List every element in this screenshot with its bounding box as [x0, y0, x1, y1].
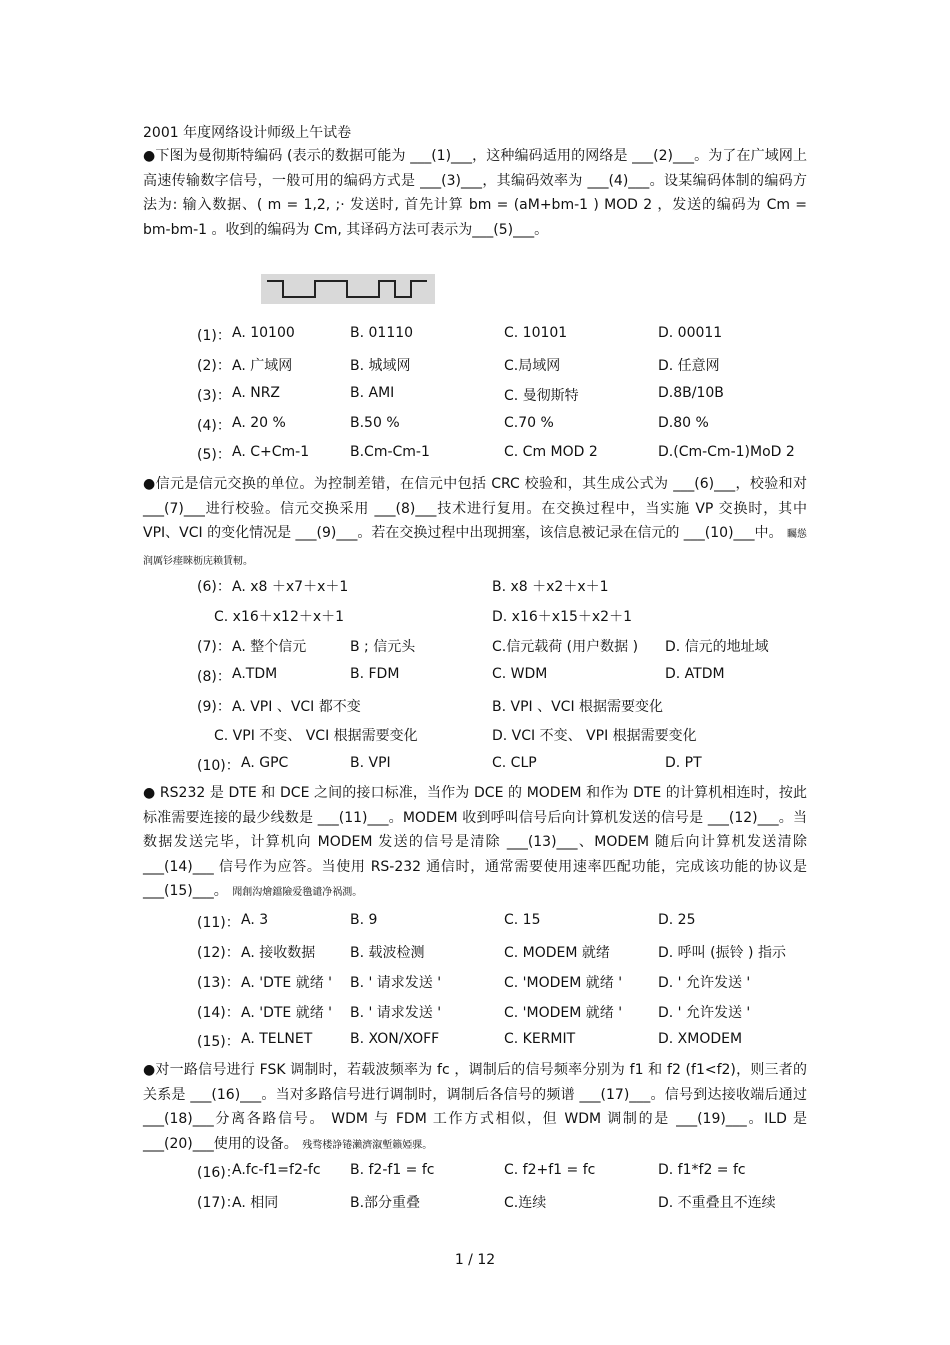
option-choice: C. KERMIT	[504, 1031, 576, 1047]
option-choice: C.70 %	[504, 415, 554, 431]
question-block-1	[143, 144, 807, 242]
option-choice: D. ' 允许发送 '	[658, 975, 751, 991]
option-number: (11)：	[197, 915, 240, 931]
option-choice: D. ATDM	[665, 666, 725, 682]
option-number: (7)：	[197, 639, 231, 655]
option-row	[0, 725, 950, 745]
option-choice: C.信元载荷 (用户数据 )	[492, 639, 639, 655]
option-number: (12)：	[197, 945, 240, 961]
option-choice: B. VPI	[350, 755, 391, 771]
option-number: (8)：	[197, 669, 231, 685]
option-row	[0, 444, 950, 464]
option-choice: B. 01110	[350, 325, 414, 341]
option-row	[0, 1162, 950, 1182]
option-number: (16)：	[197, 1165, 240, 1181]
option-choice: C. VPI 不变、 VCI 根据需要变化	[214, 728, 418, 744]
option-row	[0, 576, 950, 596]
option-number: (14)：	[197, 1005, 240, 1021]
option-choice: B. 9	[350, 912, 378, 928]
option-choice: B. VPI 、VCI 根据需要变化	[492, 699, 664, 715]
manchester-signal-figure	[261, 274, 435, 304]
option-row	[0, 696, 950, 716]
option-choice: D. VCI 不变、 VPI 根据需要变化	[492, 728, 697, 744]
option-choice: B ; 信元头	[350, 639, 416, 655]
option-row	[0, 636, 950, 656]
option-number: (4)：	[197, 418, 231, 434]
option-choice: D. XMODEM	[658, 1031, 743, 1047]
option-row	[0, 606, 950, 626]
option-choice: B.50 %	[350, 415, 400, 431]
option-choice: C. WDM	[492, 666, 548, 682]
question-text: ●下图为曼彻斯特编码 (表示的数据可能为 ___(1)___，这种编码适用的网络是 ___(2)___。为了在广域网上高速传输数字信号，一般可用的编码方式是 ___(3)___，其编码效率为 ___(4)___。设某编码体制的编码方法为: 输入数据、( m = 1,2, ;· 发送时, 首先计算 bm = (aM+bm-1 ) MOD 2 ，发送的编码为 Cm = bm-bm-1 。收到的编码为 Cm, 其译码方法可表示为___(5)___。	[143, 148, 807, 238]
option-choice: A.TDM	[232, 666, 278, 682]
option-number: (13)：	[197, 975, 240, 991]
option-choice: D.80 %	[658, 415, 709, 431]
option-row	[0, 325, 950, 345]
option-number: (5)：	[197, 447, 231, 463]
option-choice: D. 25	[658, 912, 696, 928]
option-choice: B. 城域网	[350, 358, 411, 374]
option-row	[0, 385, 950, 405]
option-choice: C. 15	[504, 912, 541, 928]
option-choice: A. TELNET	[241, 1031, 313, 1047]
option-choice: A.fc-f1=f2-fc	[232, 1162, 321, 1178]
option-choice: A. x8 ＋x7＋x＋1	[232, 579, 349, 595]
option-row	[0, 415, 950, 435]
option-choice: A. 3	[241, 912, 269, 928]
option-choice: D. x16＋x15＋x2＋1	[492, 609, 632, 625]
option-choice: A. NRZ	[232, 385, 281, 401]
option-choice: A. 接收数据	[241, 945, 316, 961]
option-row	[0, 1192, 950, 1212]
option-choice: C. x16＋x12＋x＋1	[214, 609, 345, 625]
option-choice: D. PT	[665, 755, 702, 771]
option-number: (1)：	[197, 328, 231, 344]
option-number: (3)：	[197, 388, 231, 404]
option-choice: C.局域网	[504, 358, 561, 374]
option-number: (2)：	[197, 358, 231, 374]
option-choice: A. 'DTE 就绪 '	[241, 1005, 333, 1021]
option-choice: C. MODEM 就绪	[504, 945, 610, 961]
garbled-watermark-text: 残骛楼諍锩瀨濟溆塹籟婭骒。	[302, 1139, 433, 1151]
option-choice: A. 10100	[232, 325, 295, 341]
option-row	[0, 1031, 950, 1051]
option-choice: A. 20 %	[232, 415, 286, 431]
option-choice: B.部分重叠	[350, 1195, 421, 1211]
option-choice: A. 相同	[232, 1195, 279, 1211]
option-choice: D. 不重叠且不连续	[658, 1195, 776, 1211]
option-choice: B. XON/XOFF	[350, 1031, 440, 1047]
option-choice: A. 广域网	[232, 358, 293, 374]
option-choice: C. Cm MOD 2	[504, 444, 598, 460]
question-text: ●对一路信号进行 FSK 调制时，若载波频率为 fc ，调制后的信号频率分别为 f1 和 f2 (f1<f2)，则三者的关系是 ___(16)___。当对多路信号进行调制时，调制后各信号的频谱 ___(17)___。信号到达接收端后通过 ___(18)___分离各路信号。 WDM 与 FDM 工作方式相似，但 WDM 调制的是 ___(19)___。ILD 是 ___(20)___使用的设备。	[143, 1062, 807, 1152]
option-choice: C.连续	[504, 1195, 547, 1211]
option-choice: B. f2-f1 = fc	[350, 1162, 435, 1178]
question-text: ●信元是信元交换的单位。为控制差错，在信元中包括 CRC 校验和，其生成公式为 ___(6)___，校验和对 ___(7)___进行校验。信元交换采用 ___(8)___技术进行复用。在交换过程中，当实施 VP 交换时，其中 VPI、VCI 的变化情况是 ___(9)___。若在交换过程中出现拥塞，该信息被记录在信元的 ___(10)___中。	[143, 476, 807, 542]
option-choice: D. 00011	[658, 325, 723, 341]
option-choice: A. GPC	[241, 755, 289, 771]
question-block-3	[143, 781, 807, 906]
option-choice: A. 整个信元	[232, 639, 307, 655]
option-choice: D.8B/10B	[658, 385, 724, 401]
question-block-2	[143, 472, 807, 574]
option-choice: B. ' 请求发送 '	[350, 1005, 442, 1021]
option-row	[0, 942, 950, 962]
option-choice: B. x8 ＋x2＋x＋1	[492, 579, 609, 595]
garbled-watermark-text: 矚慫润厲钐瘗睞枥庑赖賃軔。	[143, 529, 808, 567]
option-row	[0, 755, 950, 775]
option-row	[0, 912, 950, 932]
option-choice: B.Cm-Cm-1	[350, 444, 430, 460]
option-choice: C. 'MODEM 就绪 '	[504, 975, 623, 991]
garbled-watermark-text: 聞創沟燴鐺險爱氇谴净祸測。	[232, 887, 363, 899]
option-choice: A. VPI 、VCI 都不变	[232, 699, 361, 715]
option-choice: D. f1*f2 = fc	[658, 1162, 746, 1178]
option-choice: D.(Cm-Cm-1)MoD 2	[658, 444, 795, 460]
option-number: (9)：	[197, 699, 231, 715]
exam-title: 2001 年度网络设计师级上午试卷	[143, 125, 352, 141]
option-choice: B. 载波检测	[350, 945, 425, 961]
question-block-4	[143, 1058, 807, 1158]
option-choice: B. ' 请求发送 '	[350, 975, 442, 991]
option-choice: C. 曼彻斯特	[504, 388, 579, 404]
option-choice: D. 信元的地址域	[665, 639, 769, 655]
option-choice: B. FDM	[350, 666, 400, 682]
option-number: (17)：	[197, 1195, 240, 1211]
option-number: (6)：	[197, 579, 231, 595]
option-choice: D. ' 允许发送 '	[658, 1005, 751, 1021]
option-choice: C. 'MODEM 就绪 '	[504, 1005, 623, 1021]
option-row	[0, 355, 950, 375]
option-choice: C. 10101	[504, 325, 568, 341]
option-row	[0, 972, 950, 992]
option-number: (10)：	[197, 758, 240, 774]
option-choice: C. CLP	[492, 755, 537, 771]
option-choice: C. f2+f1 = fc	[504, 1162, 596, 1178]
option-number: (15)：	[197, 1034, 240, 1050]
option-choice: A. 'DTE 就绪 '	[241, 975, 333, 991]
option-choice: D. 呼叫 (振铃 ) 指示	[658, 945, 786, 961]
option-choice: D. 任意网	[658, 358, 720, 374]
option-choice: B. AMI	[350, 385, 395, 401]
question-text: ● RS232 是 DTE 和 DCE 之间的接口标准，当作为 DCE 的 MODEM 和作为 DTE 的计算机相连时，按此标准需要连接的最少线数是 ___(11)___。MODEM 收到呼叫信号后向计算机发送的信号是 ___(12)___。当数据发送完毕，计算机向 MODEM 发送的信号是清除 ___(13)___、MODEM 随后向计算机发送清除 ___(14)___ 信号作为应答。当使用 RS-232 通信时，通常需要使用速率匹配功能，完成该功能的协议是 ___(15)___。	[143, 785, 807, 900]
option-row	[0, 1002, 950, 1022]
page-number: 1 / 12	[454, 1252, 496, 1268]
option-row	[0, 666, 950, 686]
option-choice: A. C+Cm-1	[232, 444, 310, 460]
